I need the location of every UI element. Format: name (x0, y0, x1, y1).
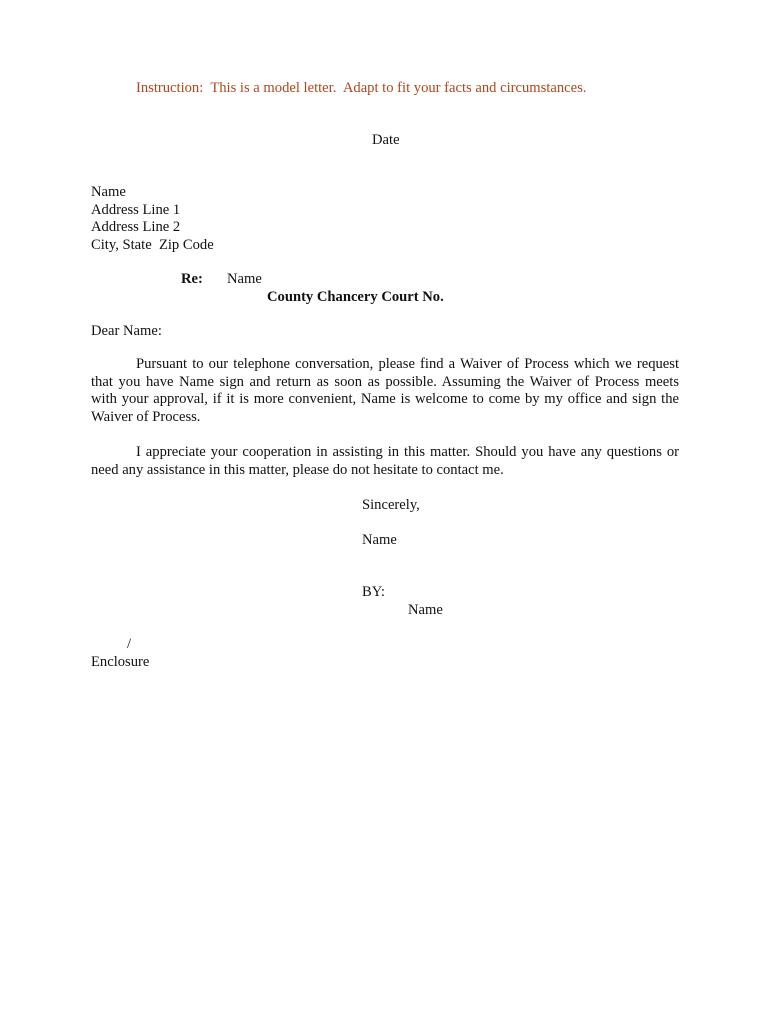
re-label: Re: (181, 271, 203, 287)
paragraph-line: I appreciate your cooperation in assisting in this matter. Should you have any questions or (136, 444, 679, 460)
initials-slash: / (127, 636, 132, 652)
paragraph-line: need any assistance in this matter, please do not hesitate to contact me. (91, 461, 504, 478)
recipient-address-line-1: Address Line 1 (91, 202, 181, 218)
body-paragraph-2 (91, 444, 679, 479)
body-paragraph-1 (91, 356, 679, 426)
letter-date: Date (372, 132, 400, 148)
paragraph-line: with your approval, if it is more convenient, Name is welcome to come by my office and sign the (91, 391, 679, 408)
instruction-note: Instruction: This is a model letter. Adapt to fit your facts and circumstances. (136, 80, 587, 96)
re-court: County Chancery Court No. (267, 289, 444, 305)
paragraph-line: Pursuant to our telephone conversation, please find a Waiver of Process which we request (136, 356, 679, 372)
recipient-city-state-zip: City, State Zip Code (91, 237, 214, 253)
paragraph-line: Waiver of Process. (91, 408, 201, 425)
signer-name: Name (408, 602, 443, 618)
firm-name: Name (362, 532, 397, 548)
by-label: BY: (362, 584, 385, 600)
re-name: Name (227, 271, 262, 287)
enclosure-note: Enclosure (91, 654, 150, 670)
recipient-address-line-2: Address Line 2 (91, 219, 181, 235)
recipient-name: Name (91, 184, 126, 200)
closing: Sincerely, (362, 497, 420, 513)
salutation: Dear Name: (91, 323, 162, 339)
paragraph-line: that you have Name sign and return as soon as possible. Assuming the Waiver of Process meets (91, 373, 679, 390)
